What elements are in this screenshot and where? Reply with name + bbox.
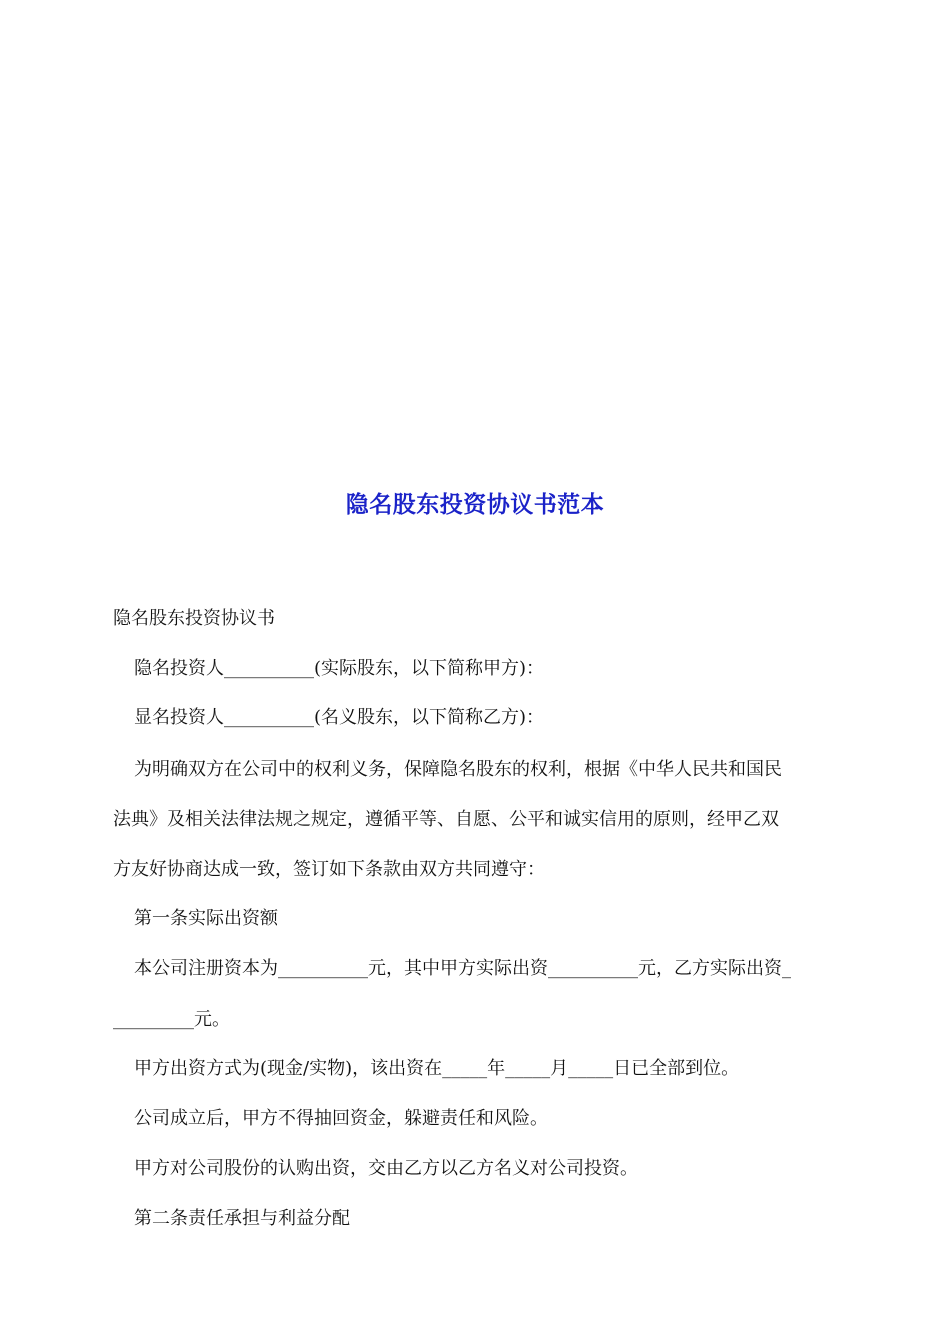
paragraph-preamble-line-1: 为明确双方在公司中的权利义务，保障隐名股东的权利，根据《中华人民共和国民 bbox=[134, 759, 782, 780]
paragraph-capital-line-1: 本公司注册资本为__________元，其中甲方实际出资__________元，乙方实际出资_ bbox=[134, 958, 791, 979]
document-subtitle: 隐名股东投资协议书 bbox=[113, 608, 275, 629]
paragraph-capital-line-2: _________元。 bbox=[113, 1009, 230, 1030]
paragraph-no-withdrawal: 公司成立后，甲方不得抽回资金，躲避责任和风险。 bbox=[134, 1108, 548, 1129]
document-title: 隐名股东投资协议书范本 bbox=[345, 491, 605, 518]
article-2-heading: 第二条责任承担与利益分配 bbox=[134, 1208, 350, 1229]
paragraph-hidden-investor: 隐名投资人__________(实际股东，以下简称甲方)： bbox=[134, 658, 545, 679]
article-1-heading: 第一条实际出资额 bbox=[134, 908, 278, 929]
paragraph-subscription: 甲方对公司股份的认购出资，交由乙方以乙方名义对公司投资。 bbox=[134, 1158, 638, 1179]
paragraph-contribution-method: 甲方出资方式为(现金/实物)，该出资在_____年_____月_____日已全部到位。 bbox=[134, 1058, 740, 1079]
paragraph-preamble-line-2: 法典》及相关法律法规之规定，遵循平等、自愿、公平和诚实信用的原则，经甲乙双 bbox=[113, 809, 779, 830]
paragraph-preamble-line-3: 方友好协商达成一致，签订如下条款由双方共同遵守： bbox=[113, 859, 545, 880]
paragraph-nominal-investor: 显名投资人__________(名义股东，以下简称乙方)： bbox=[134, 707, 545, 728]
